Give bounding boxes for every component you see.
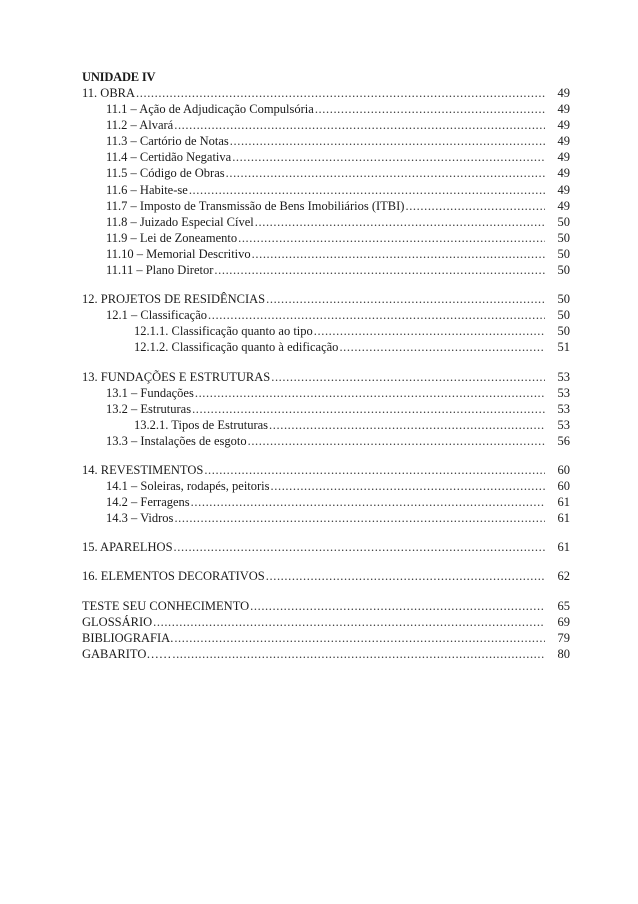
dot-leader (271, 369, 545, 385)
toc-entry-page-number: 50 (557, 230, 570, 245)
toc-entry-label: 13. FUNDAÇÕES E ESTRUTURAS (82, 369, 271, 384)
dot-leader (204, 462, 545, 478)
toc-entry-page-number: 49 (557, 150, 570, 165)
toc-entry[interactable] (82, 614, 570, 630)
toc-entry[interactable] (82, 323, 570, 339)
toc-entry[interactable] (82, 417, 570, 433)
toc-entry-label: 12.1.1. Classificação quanto ao tipo (134, 324, 313, 339)
toc-entry-label: 14.1 – Soleiras, rodapés, peitoris (106, 479, 270, 494)
toc-entry[interactable] (82, 510, 570, 526)
toc-entry-page-number: 53 (557, 401, 570, 416)
toc-entry-page-number: 60 (557, 479, 570, 494)
toc-entry-label: 14. REVESTIMENTOS (82, 462, 204, 477)
toc-entry-label: GLOSSÁRIO (82, 614, 153, 629)
toc-entry[interactable] (82, 478, 570, 494)
toc-entry[interactable] (82, 149, 570, 165)
section-spacer (82, 356, 570, 369)
dot-leader (269, 417, 545, 433)
toc-entry-page-number: 51 (557, 340, 570, 355)
toc-entry-page-number: 49 (557, 198, 570, 213)
dot-leader (174, 630, 545, 646)
toc-entry[interactable] (82, 630, 570, 646)
dot-leader (252, 246, 545, 262)
dot-leader (232, 149, 545, 165)
toc-entry-page-number: 53 (557, 385, 570, 400)
section-spacer (82, 449, 570, 462)
unit-heading: UNIDADE IV (82, 70, 156, 84)
toc-entry-label: 11.1 – Ação de Adjudicação Compulsória (106, 102, 314, 117)
toc-entry[interactable] (82, 433, 570, 449)
dot-leader (339, 339, 545, 355)
toc-entry[interactable] (82, 462, 570, 478)
toc-entry-page-number: 62 (557, 569, 570, 584)
toc-entry[interactable] (82, 539, 570, 555)
toc-entry-label: 11.9 – Lei de Zoneamento (106, 230, 238, 245)
dot-leader (214, 262, 545, 278)
toc-entry[interactable] (82, 133, 570, 149)
dot-leader (266, 568, 545, 584)
dot-leader (248, 433, 545, 449)
toc-entry-page-number: 53 (557, 369, 570, 384)
toc-entry[interactable] (82, 291, 570, 307)
toc-entry-label: 11.5 – Código de Obras (106, 166, 225, 181)
toc-entry-label: 11. OBRA (82, 86, 136, 100)
dot-leader (250, 598, 545, 614)
toc-entry[interactable] (82, 646, 570, 662)
toc-entry-label: 11.2 – Alvará (106, 118, 174, 133)
toc-entry-label: 11.4 – Certidão Negativa (106, 150, 232, 165)
toc-entry-label: TESTE SEU CONHECIMENTO (82, 598, 250, 613)
toc-entry[interactable] (82, 182, 570, 198)
toc-entry-label: 12.1 – Classificação (106, 308, 208, 323)
toc-entry[interactable] (82, 246, 570, 262)
toc-entry-page-number: 49 (557, 134, 570, 149)
toc-entry[interactable] (82, 385, 570, 401)
dot-leader (153, 614, 545, 630)
toc-entry-page-number: 61 (557, 540, 570, 555)
table-of-contents (82, 69, 570, 662)
dot-leader (230, 133, 545, 149)
dot-leader (226, 165, 545, 181)
section-spacer (82, 278, 570, 291)
toc-entry-page-number: 50 (557, 308, 570, 323)
toc-entry-page-number: 50 (557, 324, 570, 339)
toc-entry-page-number: 49 (557, 86, 570, 100)
toc-entry-page-number: 69 (557, 614, 570, 629)
toc-entry[interactable] (82, 214, 570, 230)
toc-entry[interactable] (82, 262, 570, 278)
toc-entry-label: 15. APARELHOS (82, 540, 173, 555)
toc-entry-label: 11.8 – Juizado Especial Cível (106, 214, 254, 229)
toc-entry[interactable] (82, 198, 570, 214)
toc-entry[interactable] (82, 568, 570, 584)
dot-leader (172, 646, 545, 662)
toc-entry-page-number: 53 (557, 417, 570, 432)
dot-leader (136, 85, 545, 101)
toc-entry[interactable] (82, 369, 570, 385)
dot-leader (174, 510, 545, 526)
dot-leader (195, 385, 545, 401)
toc-entry-label: BIBLIOGRAFIA. (82, 630, 174, 645)
toc-body (82, 85, 570, 662)
toc-entry-page-number: 49 (557, 166, 570, 181)
toc-entry-page-number: 49 (557, 182, 570, 197)
toc-entry-label: 13.3 – Instalações de esgoto (106, 433, 247, 448)
dot-leader (192, 401, 545, 417)
dot-leader (314, 323, 545, 339)
dot-leader (238, 230, 545, 246)
toc-entry-label: 14.2 – Ferragens (106, 495, 190, 510)
toc-entry-page-number: 50 (557, 214, 570, 229)
toc-entry-label: 13.2 – Estruturas (106, 401, 192, 416)
dot-leader (255, 214, 545, 230)
toc-entry-label: 12.1.2. Classificação quanto à edificação (134, 340, 339, 355)
toc-entry[interactable] (82, 598, 570, 614)
dot-leader (266, 291, 545, 307)
toc-entry-label: 11.3 – Cartório de Notas (106, 134, 229, 149)
toc-entry[interactable] (82, 339, 570, 355)
toc-entry-label: 13.2.1. Tipos de Estruturas (134, 417, 269, 432)
toc-entry-page-number: 50 (557, 292, 570, 307)
dot-leader (191, 494, 545, 510)
toc-entry-page-number: 80 (557, 646, 570, 661)
toc-entry[interactable] (82, 307, 570, 323)
toc-entry-label: 12. PROJETOS DE RESIDÊNCIAS (82, 292, 266, 307)
toc-entry-label: 11.11 – Plano Diretor (106, 263, 214, 278)
toc-entry-page-number: 50 (557, 246, 570, 261)
toc-entry[interactable] (82, 494, 570, 510)
toc-entry-page-number: 65 (557, 598, 570, 613)
section-spacer (82, 585, 570, 598)
section-spacer (82, 555, 570, 568)
toc-entry-page-number: 61 (557, 511, 570, 526)
toc-entry-label: 11.7 – Imposto de Transmissão de Bens Imobiliários (ITBI) (106, 198, 405, 213)
toc-entry-page-number: 79 (557, 630, 570, 645)
toc-entry-label: 11.10 – Memorial Descritivo (106, 246, 251, 261)
toc-entry-page-number: 49 (557, 102, 570, 117)
toc-entry-page-number: 56 (557, 433, 570, 448)
dot-leader (405, 198, 545, 214)
dot-leader (315, 101, 545, 117)
toc-entry[interactable] (82, 101, 570, 117)
dot-leader (208, 307, 545, 323)
toc-entry-label: GABARITO…… (82, 646, 172, 661)
dot-leader (189, 182, 545, 198)
toc-entry-label: 16. ELEMENTOS DECORATIVOS (82, 569, 265, 584)
dot-leader (174, 117, 545, 133)
dot-leader (271, 478, 545, 494)
toc-entry-label: 14.3 – Vidros (106, 511, 174, 526)
toc-entry[interactable] (82, 165, 570, 181)
toc-entry[interactable] (82, 230, 570, 246)
toc-entry-page-number: 50 (557, 263, 570, 278)
toc-entry[interactable] (82, 401, 570, 417)
section-spacer (82, 526, 570, 539)
dot-leader (174, 539, 545, 555)
toc-entry[interactable] (82, 85, 570, 101)
toc-entry-page-number: 49 (557, 118, 570, 133)
toc-entry-label: 13.1 – Fundações (106, 385, 194, 400)
toc-entry-page-number: 61 (557, 495, 570, 510)
toc-entry-page-number: 60 (557, 462, 570, 477)
toc-entry-label: 11.6 – Habite-se (106, 182, 188, 197)
toc-entry[interactable] (82, 117, 570, 133)
